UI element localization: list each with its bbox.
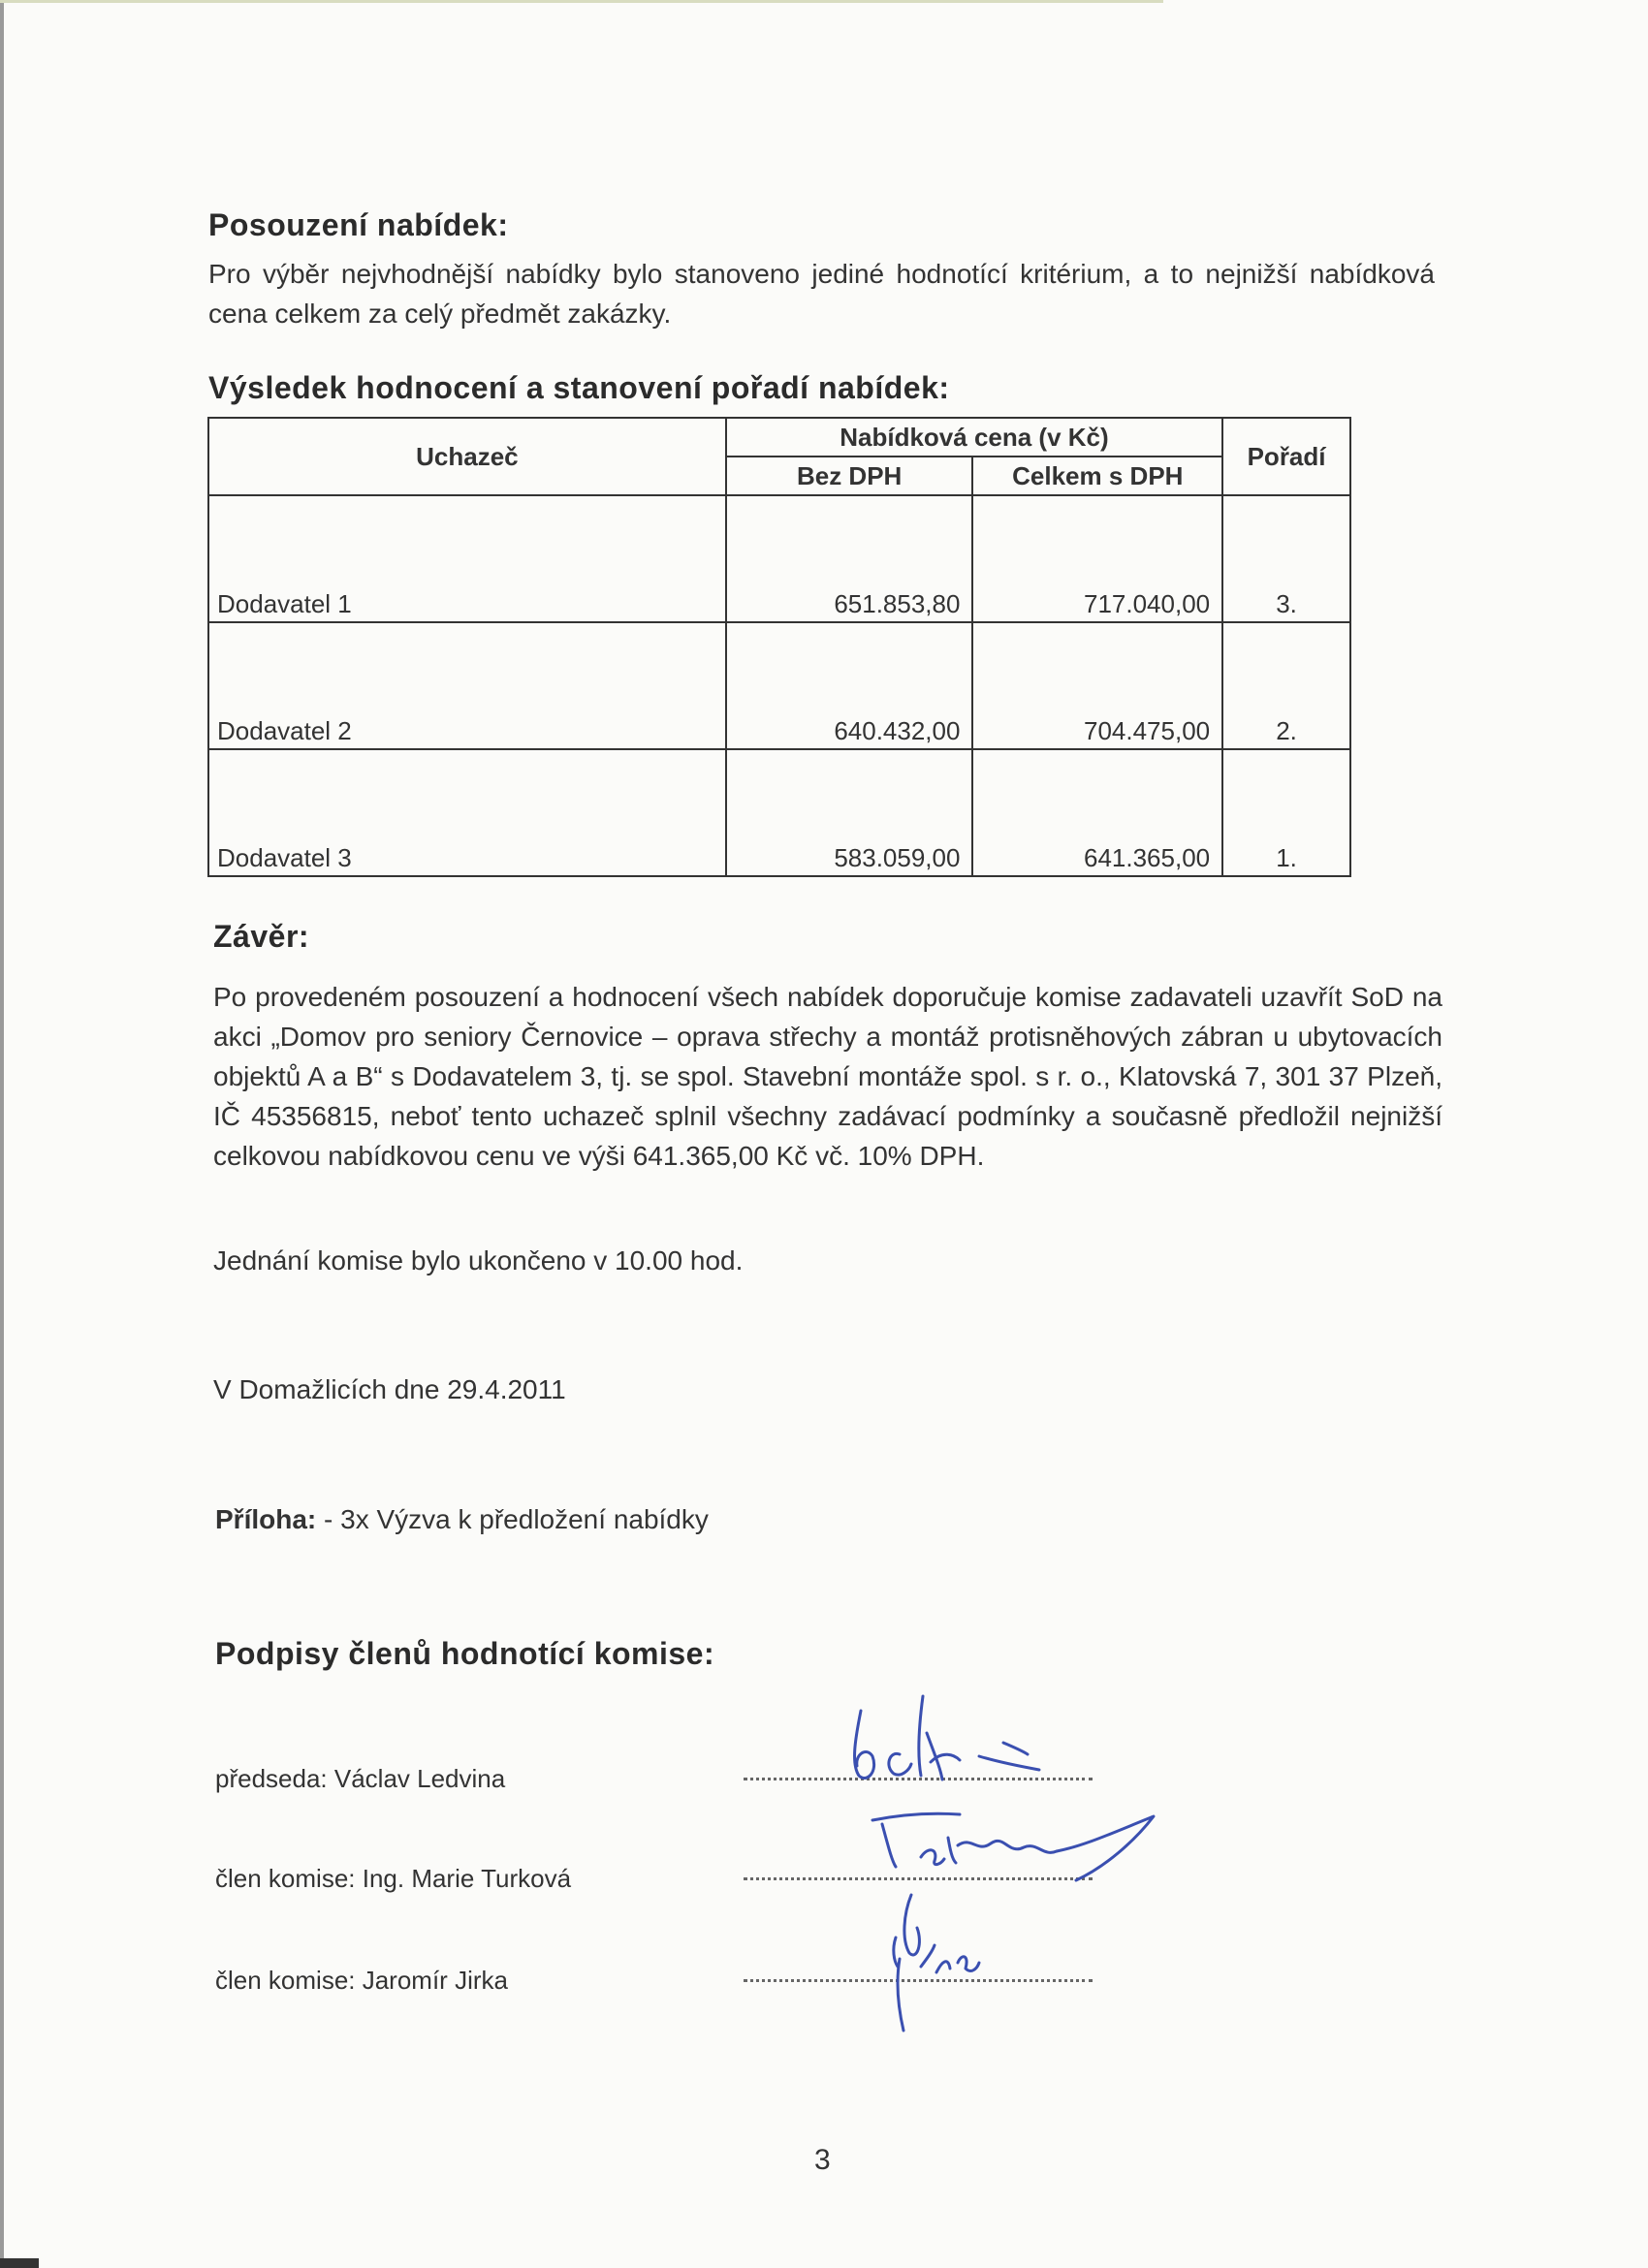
price-without-vat-cell: 651.853,80 bbox=[726, 495, 973, 622]
place-and-date: V Domažlicích dne 29.4.2011 bbox=[213, 1374, 566, 1404]
member-label: člen komise: Ing. Marie Turková bbox=[215, 1864, 572, 1893]
header-price-group: Nabídková cena (v Kč) bbox=[726, 418, 1222, 457]
attachment-label: Příloha: bbox=[215, 1504, 317, 1534]
bidder-cell: Dodavatel 2 bbox=[208, 622, 726, 749]
attachment-text: - 3x Výzva k předložení nabídky bbox=[324, 1504, 709, 1534]
rank-cell: 1. bbox=[1222, 749, 1350, 876]
signature-jirka bbox=[853, 1885, 1066, 2040]
conclusion-paragraph: Po provedeném posouzení a hodnocení všech nabídek doporučuje komise zadavateli uzavřít SoD na akci „Domov pro seniory Černovice – oprava střechy a montáž protisněhových zábran u ubytovacích objektů A a B“ s Dodavatelem 3, tj. se spol. Stavební montáže spol. s r. o., Klatovská 7, 301 37 Plzeň, IČ 45356815, neboť tento uchazeč splnil všechny zadávací podmínky a současně předložil nejnižší celkovou nabídkovou cenu ve výši 641.365,00 Kč vč. 10% DPH. bbox=[213, 982, 1442, 1171]
bidder-cell: Dodavatel 3 bbox=[208, 749, 726, 876]
attachment-line bbox=[215, 1504, 709, 1535]
price-with-vat-cell: 717.040,00 bbox=[972, 495, 1222, 622]
scan-corner-mark bbox=[0, 2258, 39, 2268]
rank-cell: 3. bbox=[1222, 495, 1350, 622]
bidder-cell: Dodavatel 1 bbox=[208, 495, 726, 622]
results-heading: Výsledek hodnocení a stanovení pořadí nabídek: bbox=[208, 370, 950, 405]
table-row bbox=[208, 495, 1350, 622]
page-number: 3 bbox=[814, 2144, 831, 2176]
table-header-row bbox=[208, 418, 1350, 457]
member-label: člen komise: Jaromír Jirka bbox=[215, 1966, 508, 1995]
price-without-vat-cell: 583.059,00 bbox=[726, 749, 973, 876]
scan-edge-top bbox=[0, 0, 1163, 3]
price-without-vat-cell: 640.432,00 bbox=[726, 622, 973, 749]
assessment-paragraph: Pro výběr nejvhodnější nabídky bylo stanoveno jediné hodnotící kritérium, a to nejnižší nabídková cena celkem za celý předmět zakázky. bbox=[208, 259, 1435, 329]
closing-statement: Jednání komise bylo ukončeno v 10.00 hod. bbox=[213, 1245, 744, 1276]
header-with-vat: Celkem s DPH bbox=[972, 457, 1222, 495]
rank-cell: 2. bbox=[1222, 622, 1350, 749]
header-bidder: Uchazeč bbox=[208, 418, 726, 495]
header-rank: Pořadí bbox=[1222, 418, 1350, 495]
scan-edge bbox=[0, 0, 4, 2268]
assessment-heading: Posouzení nabídek: bbox=[208, 207, 509, 242]
signatures-heading: Podpisy členů hodnotící komise: bbox=[215, 1636, 715, 1671]
signature-ledvina bbox=[834, 1686, 1086, 1803]
conclusion-heading: Závěr: bbox=[213, 919, 310, 954]
member-label: předseda: Václav Ledvina bbox=[215, 1764, 506, 1793]
table-row bbox=[208, 622, 1350, 749]
price-with-vat-cell: 641.365,00 bbox=[972, 749, 1222, 876]
results-table bbox=[207, 417, 1351, 877]
table-row bbox=[208, 749, 1350, 876]
price-with-vat-cell: 704.475,00 bbox=[972, 622, 1222, 749]
header-without-vat: Bez DPH bbox=[726, 457, 973, 495]
